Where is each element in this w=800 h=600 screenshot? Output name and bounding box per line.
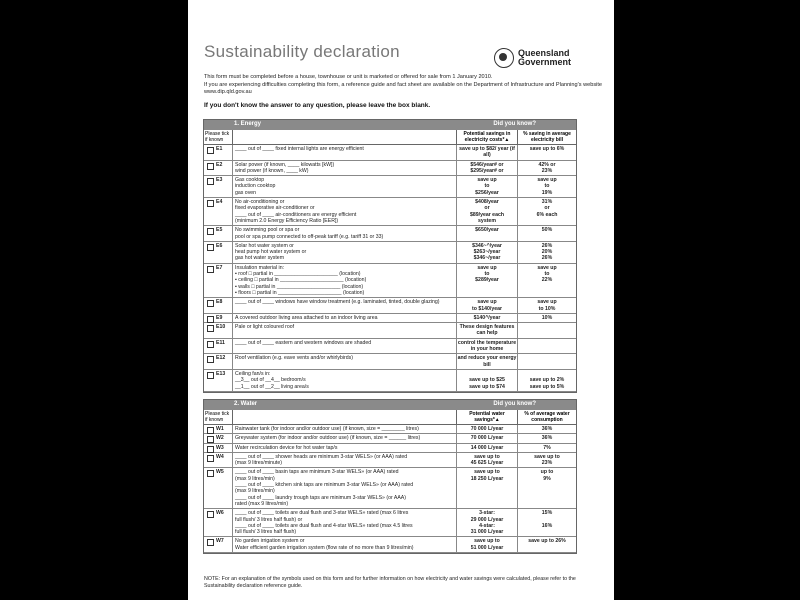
item-description: Gas cooktop induction cooktop gas oven: [233, 176, 457, 197]
percent-saving: up to 9%: [540, 469, 554, 482]
percent-saving: 36%: [541, 426, 553, 432]
energy-row: [204, 370, 576, 392]
potential-savings: control the temperature in your home: [457, 339, 517, 353]
tick-checkbox[interactable]: [207, 372, 214, 379]
water-col-percent: % of average water consumption: [524, 411, 570, 423]
potential-savings: $408/year or $89/year each system: [457, 198, 518, 225]
water-row: [204, 453, 576, 469]
logo-line-1: Queensland: [518, 48, 570, 58]
percent-saving: 36%: [541, 435, 553, 442]
potential-savings: save up to 45 625 L/year: [457, 453, 518, 468]
percent-saving: save up to 2% save up to 5%: [529, 377, 565, 390]
item-code: E12: [216, 355, 226, 362]
water-row: [204, 468, 576, 509]
percent-saving: save up to 6%: [529, 146, 565, 152]
item-description: No air-conditioning or fixed evaporative air-conditioner or ____ out of ____ air-conditioners are energy efficient (minimum 2.0 Energy Efficiency Ratio [EER]): [233, 198, 457, 225]
water-col-savings: Potential water savings*▲: [457, 410, 518, 424]
item-code: E5: [216, 227, 223, 234]
percent-saving: 42% or 23%: [538, 161, 556, 174]
item-description: No garden irrigation system or Water efficient garden irrigation system (flow rate of no more than 9 litres/min): [233, 537, 457, 552]
percent-saving: 15% 16%: [541, 510, 553, 529]
item-code: W5: [216, 469, 224, 476]
potential-savings: save up to $289/year: [457, 264, 518, 297]
page-title: Sustainability declaration: [204, 42, 400, 61]
percent-saving: [518, 354, 576, 369]
energy-row: [204, 298, 576, 314]
item-code: W7: [216, 538, 224, 545]
tick-checkbox[interactable]: [207, 228, 214, 235]
water-column-headers: [204, 410, 576, 425]
item-code: W6: [216, 510, 224, 517]
item-description: Rainwater tank (for indoor and/or outdoor use) (if known, size = ________ litres): [233, 425, 457, 433]
water-row: [204, 425, 576, 434]
energy-section-title: 1. Energy: [234, 121, 262, 127]
tick-checkbox[interactable]: [207, 200, 214, 207]
energy-row: [204, 161, 576, 177]
percent-saving: save up to 19%: [537, 177, 557, 196]
energy-row: [204, 198, 576, 226]
logo-line-2: Government: [518, 57, 572, 67]
item-description: ____ out of ____ basin taps are minimum 3-star WELS» (or AAA) rated (max 9 litres/min) ____ out of ____ kitchen sink taps are minimum 3-star WELS» (or AAA) rated (max 9 litres/min) ____ out of ____ laundry trough taps are minimum 3-star WELS» (or AAA) rated (max 9 litres/min): [233, 468, 457, 508]
item-description: Insulation material in: ▪ roof □ partial in ______________________ (location) ▪ ceiling □ partial in ______________________ (location) ▪ walls □ partial in ______________________ (location) ▪ floors □ partial in ______________________ (location): [233, 264, 457, 297]
tick-checkbox[interactable]: [207, 300, 214, 307]
potential-savings: 70 000 L/year: [457, 434, 518, 442]
potential-savings: 14 000 L/year: [457, 444, 518, 452]
percent-saving: [518, 323, 576, 338]
percent-saving: save up to 22%: [537, 264, 557, 284]
tick-checkbox[interactable]: [207, 539, 214, 546]
tick-checkbox[interactable]: [207, 178, 214, 185]
energy-row: [204, 176, 576, 198]
item-code: E13: [216, 370, 226, 377]
percent-saving: 7%: [543, 444, 551, 451]
item-description: ____ out of ____ shower heads are minimum 3-star WELS» (or AAA) rated (max 9 litres/minute): [233, 453, 457, 468]
item-code: E10: [216, 324, 226, 331]
item-description: Roof ventilation (e.g. eave vents and/or whirlybirds): [233, 354, 457, 369]
intro-text: [204, 74, 604, 97]
item-code: E9: [216, 314, 223, 321]
potential-savings: save up to $140/year: [457, 298, 518, 313]
energy-row: [204, 145, 576, 161]
intro-line-2: If you are experiencing difficulties completing this form, a reference guide and fact sheet are available on the Department of Infrastructure and Planning's website www.dip.qld.gov.au: [204, 81, 603, 95]
percent-saving: save up to 23%: [534, 453, 560, 467]
item-description: ____ out of ____ eastern and western windows are shaded: [233, 339, 457, 354]
energy-col-percent: % saving in average electricity bill: [523, 131, 571, 143]
percent-saving: 26% 20% 26%: [541, 242, 553, 262]
water-row: [204, 537, 576, 553]
energy-row: [204, 314, 576, 323]
energy-section: [203, 119, 577, 393]
percent-saving: 10%: [541, 314, 553, 321]
water-row: [204, 509, 576, 537]
percent-saving: save up to 26%: [528, 538, 566, 545]
potential-savings: 70 000 L/year: [457, 425, 518, 433]
energy-row: [204, 242, 576, 264]
energy-did-you-know: Did you know?: [493, 121, 536, 127]
tick-checkbox[interactable]: [207, 266, 214, 273]
crest-icon: [494, 48, 514, 68]
potential-savings: $346~^/year $263~/year $346~/year: [457, 242, 518, 263]
energy-row: [204, 339, 576, 355]
water-row: [204, 434, 576, 443]
item-description: Water recirculation device for hot water tap/s: [233, 444, 457, 452]
item-description: Solar power (if known, ____ kilowatts [kW]) wind power (if known, ____ kW): [233, 161, 457, 176]
water-did-you-know: Did you know?: [493, 401, 536, 407]
item-code: E7: [216, 264, 223, 271]
tick-checkbox[interactable]: [207, 356, 214, 363]
energy-col-tick: Please tick if known: [204, 130, 233, 144]
item-description: Pale or light coloured roof: [233, 323, 457, 338]
item-description: A covered outdoor living area attached to an indoor living area: [233, 314, 457, 322]
item-description: Greywater system (for indoor and/or outdoor use) (if known, size = ______ litres): [233, 434, 457, 442]
potential-savings: and reduce your energy bill: [457, 355, 517, 368]
item-code: E1: [216, 146, 223, 152]
tick-checkbox[interactable]: [207, 436, 214, 443]
tick-checkbox[interactable]: [207, 427, 214, 434]
tick-checkbox[interactable]: [207, 163, 214, 170]
item-code: E2: [216, 161, 223, 168]
tick-checkbox[interactable]: [207, 455, 214, 462]
blank-warning: If you don't know the answer to any question, please leave the box blank.: [204, 102, 431, 109]
energy-column-headers: [204, 130, 576, 145]
tick-checkbox[interactable]: [207, 147, 214, 154]
percent-saving: 50%: [541, 227, 553, 234]
potential-savings: $546/year# or $295/year# or: [457, 161, 518, 176]
potential-savings: save up to 51 000 L/year: [457, 537, 518, 552]
tick-checkbox[interactable]: [207, 446, 214, 453]
potential-savings: save up to $82/ year (if all): [457, 145, 518, 160]
potential-savings: $650/year: [457, 226, 518, 241]
energy-col-savings: Potential savings in electricity costs*▲: [457, 130, 518, 144]
item-code: E11: [216, 339, 225, 346]
item-code: E8: [216, 299, 223, 306]
item-code: W4: [216, 453, 224, 460]
energy-row: [204, 354, 576, 370]
energy-row: [204, 226, 576, 242]
potential-savings: save up to $25 save up to $74: [457, 370, 518, 391]
tick-checkbox[interactable]: [207, 244, 214, 251]
potential-savings: save up to 18 250 L/year: [457, 468, 518, 508]
potential-savings: 3-star: 29 000 L/year 4-star: 31 000 L/year: [457, 509, 518, 536]
percent-saving: [518, 339, 576, 354]
item-code: E3: [216, 177, 223, 184]
item-code: W2: [216, 435, 224, 442]
potential-savings: $140^/year: [457, 314, 518, 322]
energy-row: [204, 264, 576, 298]
tick-checkbox[interactable]: [207, 316, 214, 323]
percent-saving: save up to 10%: [537, 299, 557, 312]
item-description: No swimming pool or spa or pool or spa pump connected to off-peak tariff (e.g. tariff 31 or 33): [233, 226, 457, 241]
potential-savings: These design features can help: [457, 323, 518, 338]
percent-saving: 31% or 6% each: [536, 199, 558, 218]
water-col-tick: Please tick if known: [204, 410, 233, 424]
energy-row: [204, 323, 576, 339]
tick-checkbox[interactable]: [207, 325, 214, 332]
tick-checkbox[interactable]: [207, 341, 214, 348]
water-section-header: [204, 400, 576, 410]
water-section-title: 2. Water: [234, 401, 258, 407]
water-row: [204, 444, 576, 453]
item-code: W1: [216, 426, 224, 432]
footer-note: NOTE: For an explanation of the symbols used on this form and for further information on how electricity and water savings were calculated, please refer to the Sustainability declaration reference guide.: [204, 576, 576, 589]
tick-checkbox[interactable]: [207, 511, 214, 518]
item-description: ____ out of ____ toilets are dual flush and 3-star WELS» rated (max 6 litres full flush/ 3 litres half flush) or ____ out of ____ toilets are dual flush and 4-star WELS» rated (max 4.5 litres full flush/ 3 litres half flush): [233, 509, 457, 536]
item-description: ____ out of ____ windows have window treatment (e.g. laminated, tinted, double glazing): [233, 298, 457, 313]
item-description: ____ out of ____ fixed internal lights are energy efficient: [233, 145, 457, 160]
government-logo: [494, 48, 571, 68]
item-code: E6: [216, 242, 223, 249]
energy-section-header: [204, 120, 576, 130]
water-section: [203, 399, 577, 554]
form-sheet: [188, 0, 614, 600]
item-code: W3: [216, 444, 224, 451]
item-description: Solar hot water system or heat pump hot water system or gas hot water system: [233, 242, 457, 263]
potential-savings: save up to $256/year: [457, 176, 518, 197]
energy-rows: [204, 145, 576, 392]
water-rows: [204, 425, 576, 553]
item-code: E4: [216, 199, 223, 206]
tick-checkbox[interactable]: [207, 470, 214, 477]
intro-line-1: This form must be completed before a house, townhouse or unit is marketed or offered for sale from 1 January 2010.: [204, 74, 493, 80]
item-description: Ceiling fan/s in: __3__ out of __4__ bedroom/s __1__ out of __2__ living area/s: [233, 370, 457, 391]
